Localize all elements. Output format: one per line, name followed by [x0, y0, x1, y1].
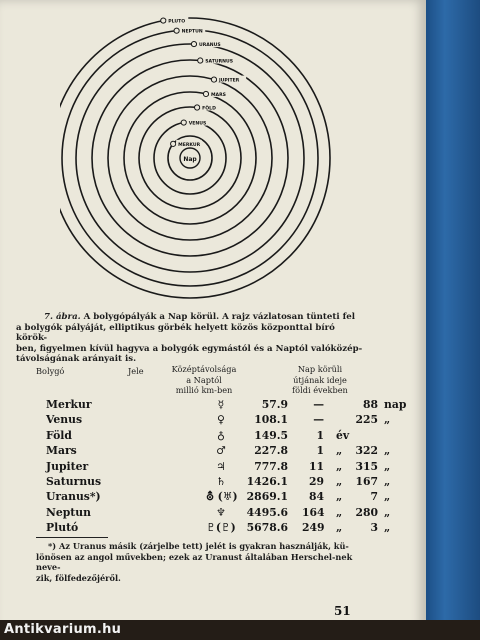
- period-days: 88: [362, 398, 378, 411]
- planet-distance: 5678.6: [246, 521, 288, 535]
- period-years: 1: [316, 444, 324, 458]
- planet-label: MARS: [210, 92, 226, 98]
- planet-symbol: ♆: [216, 505, 226, 519]
- footnote: [36, 541, 376, 583]
- planet-symbol: ♂: [216, 444, 226, 458]
- table-row: [0, 460, 426, 474]
- planet-marker: [191, 41, 196, 46]
- planet-marker: [194, 105, 199, 110]
- planet-label: FÖLD: [202, 106, 216, 112]
- period-days-unit: nap: [384, 398, 407, 411]
- planet-name: Merkur: [46, 398, 92, 411]
- planet-name: Plutó: [46, 521, 79, 535]
- planet-marker: [181, 120, 186, 125]
- planet-label: PLUTO: [168, 19, 186, 25]
- period-days: 225: [355, 413, 378, 427]
- planet-symbol: ♄: [216, 475, 226, 488]
- planet-symbol: ♇(♇): [206, 521, 236, 535]
- period-years-unit: „: [336, 444, 343, 458]
- period-days: 315: [355, 459, 378, 473]
- planet-label: JUPITER: [218, 78, 240, 84]
- planet-marker: [211, 77, 216, 82]
- period-days: 167: [355, 475, 378, 488]
- header-period-line-3: földi években: [292, 385, 348, 395]
- period-days: 3: [370, 521, 378, 535]
- planet-name: Jupiter: [46, 459, 89, 473]
- header-distance-line-1: Középtávolsága: [171, 364, 237, 374]
- planet-name: Föld: [46, 428, 72, 442]
- page-number: 51: [334, 604, 351, 618]
- planet-marker: [171, 141, 176, 146]
- table-row: [0, 413, 426, 427]
- planet-distance: 227.8: [254, 444, 288, 458]
- planet-symbol: ♁: [217, 428, 225, 442]
- planet-symbol: ⛢ (♅): [206, 490, 238, 504]
- planet-label: VENUS: [188, 121, 207, 127]
- footnote-line-2: lönösen az angol művekben; ezek az Uranust általában Herschel-nek neve-: [36, 551, 353, 573]
- planet-label: NEPTUN: [181, 29, 203, 35]
- period-days-unit: „: [384, 490, 391, 504]
- period-years: —: [313, 398, 324, 411]
- period-years: 249: [302, 521, 325, 535]
- planet-symbol: ♃: [216, 459, 226, 473]
- header-distance-line-3: millió km-ben: [175, 385, 233, 395]
- planet-marker: [198, 58, 203, 63]
- period-days-unit: „: [384, 413, 391, 427]
- period-years-unit: „: [336, 521, 343, 535]
- period-years: —: [313, 413, 324, 427]
- planet-distance: 2869.1: [246, 490, 288, 504]
- planet-orbit-diagram: [60, 10, 360, 310]
- planet-distance: 777.8: [254, 459, 288, 473]
- planet-name: Uranus*): [46, 490, 101, 504]
- book-cover-edge: [426, 0, 480, 640]
- planet-label: URANUS: [198, 43, 221, 49]
- period-years: 164: [302, 505, 325, 519]
- footnote-line-1: *) Az Uranus másik (zárjelbe tett) jelét is gyakran használják, kü-: [48, 541, 349, 551]
- caption-line-2: a bolygók pályáját, elliptikus görbék helyett közös központtal bíró körök-: [16, 322, 335, 343]
- table-row: [0, 490, 426, 504]
- table-row: [0, 444, 426, 458]
- planet-symbol: ☿: [217, 398, 225, 411]
- planet-name: Venus: [46, 413, 83, 427]
- period-years-unit: „: [336, 490, 343, 504]
- planet-name: Mars: [46, 444, 77, 458]
- header-distance-line-2: a Naptól: [186, 374, 222, 385]
- planet-name: Saturnus: [46, 475, 102, 488]
- period-years-unit: „: [336, 505, 343, 519]
- period-years-unit: „: [336, 459, 343, 473]
- planet-distance: 57.9: [261, 398, 288, 411]
- period-years-unit: év: [336, 428, 350, 442]
- caption-line-4: távolságának arányait is.: [16, 354, 137, 364]
- caption-line-1-text: A bolygópályák a Nap körül. A rajz vázlatosan tünteti fel: [83, 312, 356, 322]
- planet-label: SATURNUS: [205, 59, 234, 65]
- planet-distance: 108.1: [254, 413, 288, 427]
- period-days: 7: [370, 490, 378, 504]
- sun-label: Nap: [183, 156, 197, 163]
- planet-distance: 1426.1: [246, 475, 288, 488]
- planet-symbol: ♀: [217, 413, 225, 427]
- planet-distance: 149.5: [254, 428, 288, 442]
- header-planet: Bolygó: [36, 366, 65, 376]
- caption-line-1: [16, 312, 368, 323]
- header-period: [272, 364, 368, 396]
- watermark: Antikvarium.hu: [4, 622, 122, 637]
- table-row: [0, 475, 426, 489]
- period-years: 84: [308, 490, 324, 504]
- planet-label: MERKUR: [178, 142, 201, 148]
- planet-name: Neptun: [46, 505, 91, 519]
- footnote-rule: [36, 537, 108, 538]
- table-row: [0, 506, 426, 520]
- caption-lead: 7. ábra.: [44, 312, 81, 322]
- period-days-unit: „: [384, 444, 391, 458]
- table-row: [0, 429, 426, 443]
- table-row: [0, 398, 426, 412]
- period-years: 29: [308, 475, 324, 488]
- caption-line-3: ben, figyelmen kívül hagyva a bolygók egymástól és a Naptól valóközép-: [16, 343, 363, 354]
- period-days-unit: „: [384, 475, 391, 488]
- period-years: 11: [308, 459, 324, 473]
- header-symbol: Jele: [128, 366, 144, 376]
- period-days-unit: „: [384, 459, 391, 473]
- figure-caption: [16, 312, 368, 365]
- table-row: [0, 521, 426, 535]
- period-days-unit: „: [384, 505, 391, 519]
- header-period-line-2: útjának ideje: [293, 374, 347, 385]
- header-period-line-1: Nap körüli: [297, 364, 343, 374]
- period-days: 280: [355, 505, 378, 519]
- planet-marker: [174, 28, 179, 33]
- planet-marker: [161, 18, 166, 23]
- period-days-unit: „: [384, 521, 391, 535]
- period-years-unit: „: [336, 475, 343, 488]
- planet-distance: 4495.6: [246, 505, 288, 519]
- period-days: 322: [355, 444, 378, 458]
- planet-marker: [203, 91, 208, 96]
- header-distance: [152, 364, 256, 396]
- period-years: 1: [316, 428, 324, 442]
- footnote-line-3: zik, fölfedezőjéről.: [36, 572, 121, 583]
